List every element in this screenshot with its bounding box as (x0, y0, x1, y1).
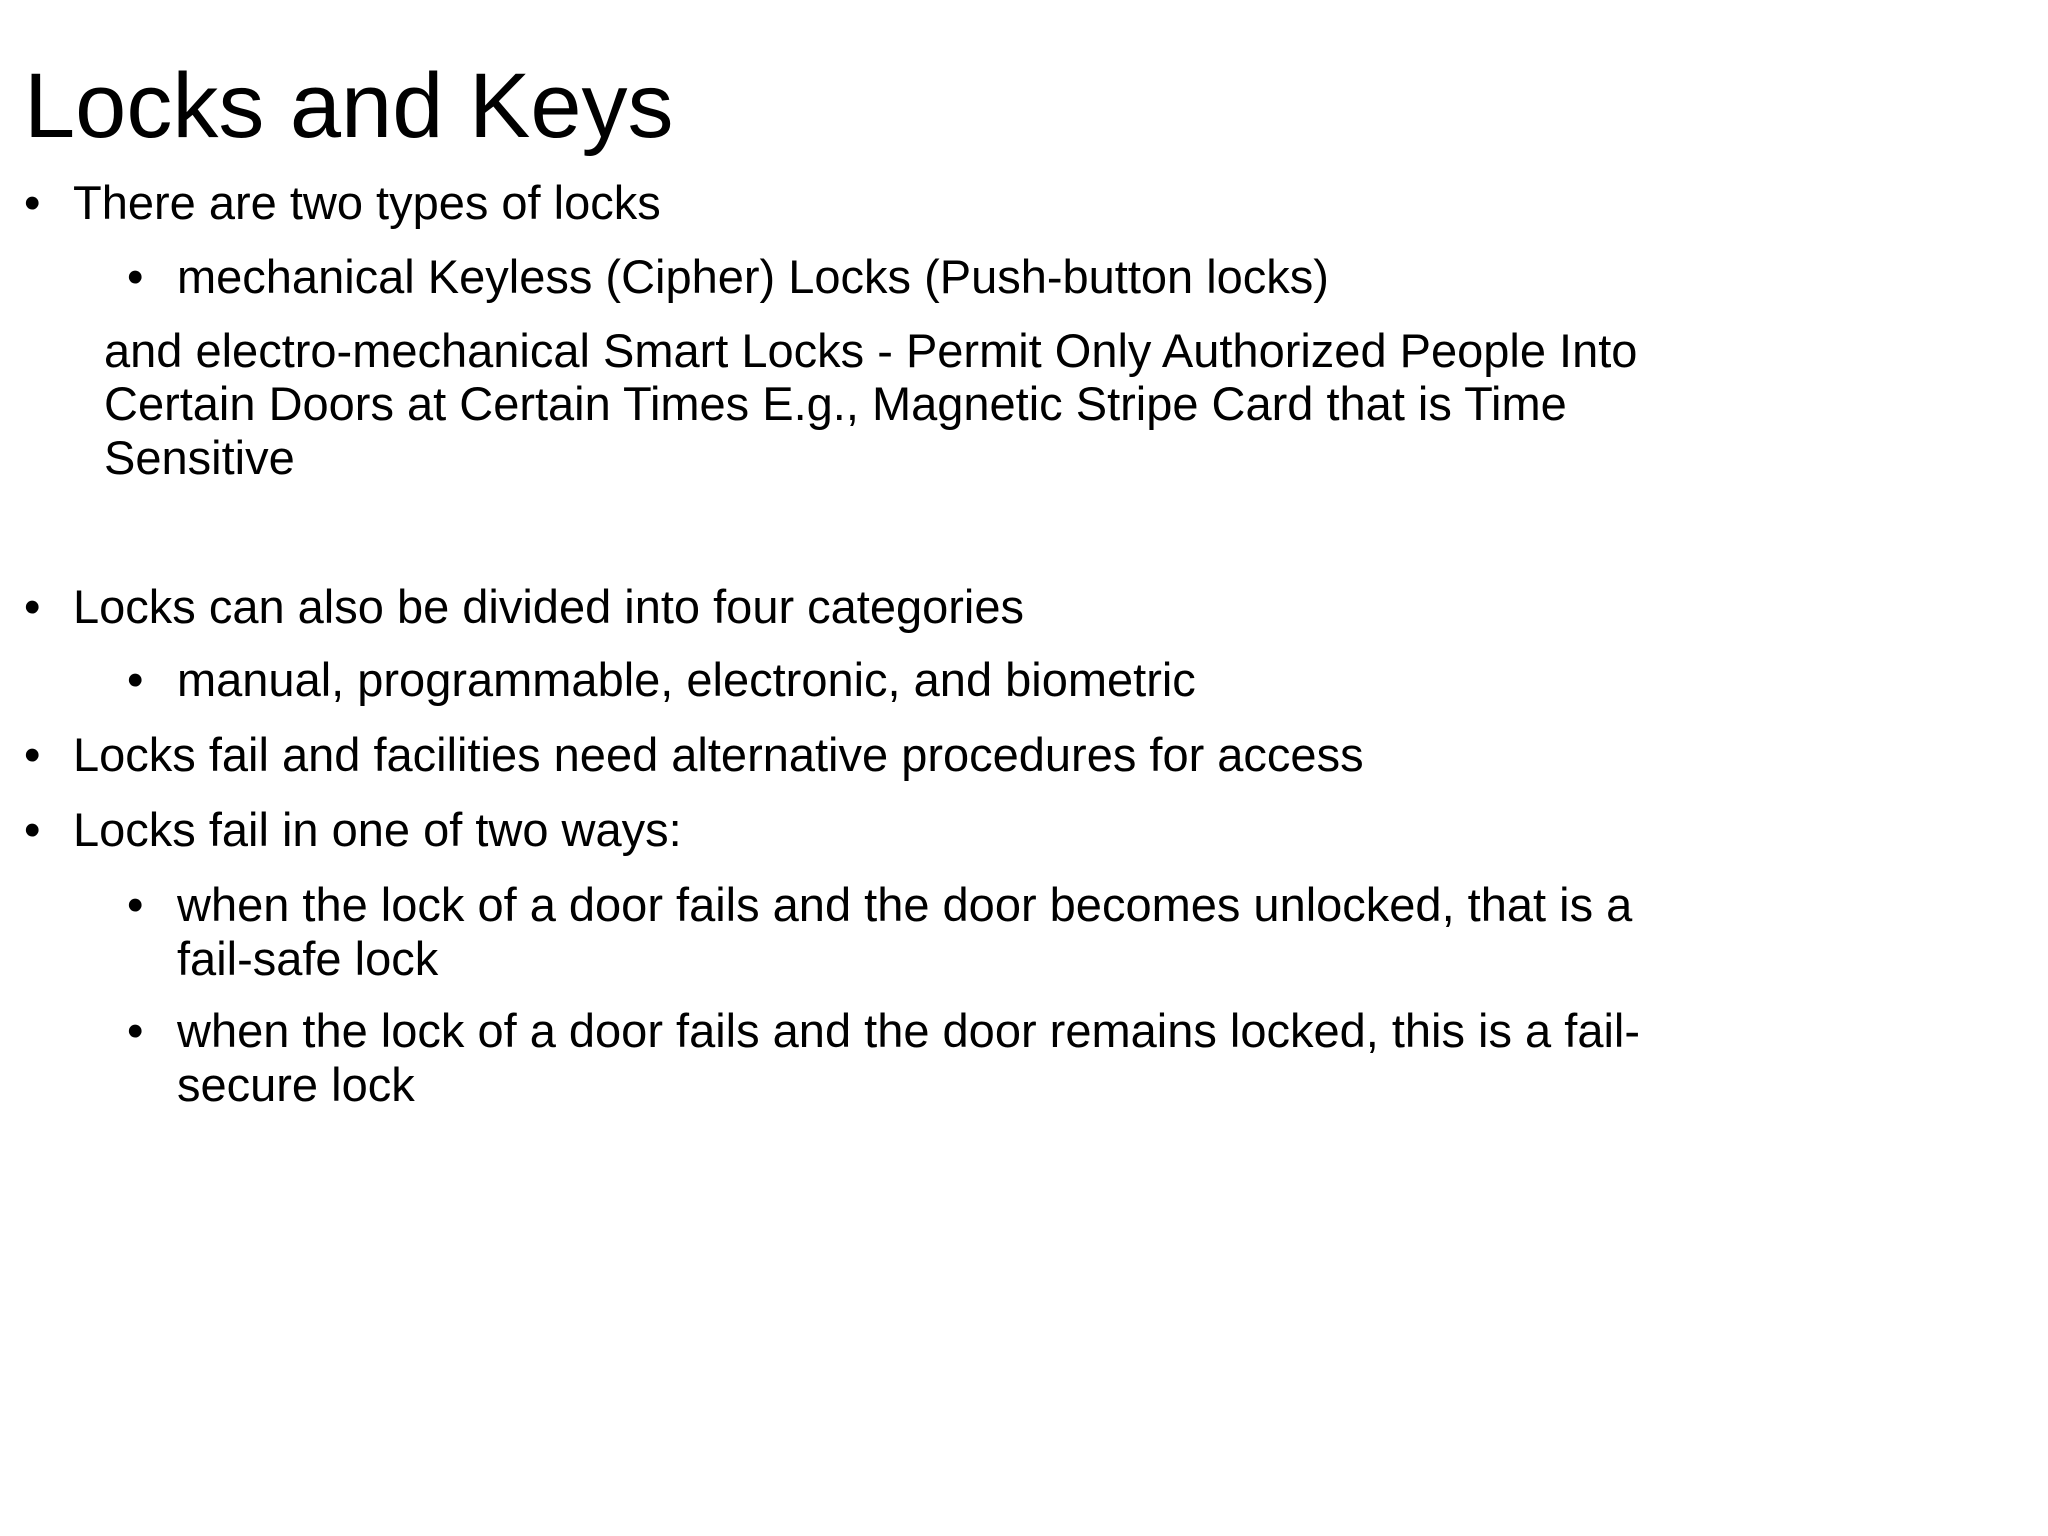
bullet-2-text: Locks can also be divided into four categories (73, 580, 1025, 633)
sub-bullet-dot-1-1: • (127, 250, 144, 303)
sub-bullet-2-1-text: manual, programmable, electronic, and biometric (177, 653, 1196, 706)
paragraph-1-line-1: and electro-mechanical Smart Locks - Permit Only Authorized People Into (104, 324, 1638, 377)
sub-bullet-4-1-line-1: when the lock of a door fails and the door becomes unlocked, that is a (177, 878, 1633, 931)
slide-title: Locks and Keys (24, 55, 674, 157)
bullet-dot-4: • (24, 803, 41, 856)
paragraph-1-line-3: Sensitive (104, 431, 295, 484)
bullet-4-text: Locks fail in one of two ways: (73, 803, 682, 856)
bullet-dot-2: • (24, 580, 41, 633)
paragraph-1-line-2: Certain Doors at Certain Times E.g., Magnetic Stripe Card that is Time (104, 377, 1567, 430)
sub-bullet-4-1-line-2: fail-safe lock (177, 932, 439, 985)
sub-bullet-1-1-text: mechanical Keyless (Cipher) Locks (Push-button locks) (177, 250, 1329, 303)
sub-bullet-4-2-line-1: when the lock of a door fails and the door remains locked, this is a fail- (177, 1004, 1640, 1057)
sub-bullet-4-2-line-2: secure lock (177, 1058, 415, 1111)
sub-bullet-dot-4-2: • (127, 1004, 144, 1057)
sub-bullet-dot-4-1: • (127, 878, 144, 931)
bullet-1-text: There are two types of locks (73, 176, 661, 229)
bullet-dot-1: • (24, 176, 41, 229)
sub-bullet-dot-2-1: • (127, 653, 144, 706)
bullet-3-text: Locks fail and facilities need alternative procedures for access (73, 728, 1364, 781)
bullet-dot-3: • (24, 728, 41, 781)
